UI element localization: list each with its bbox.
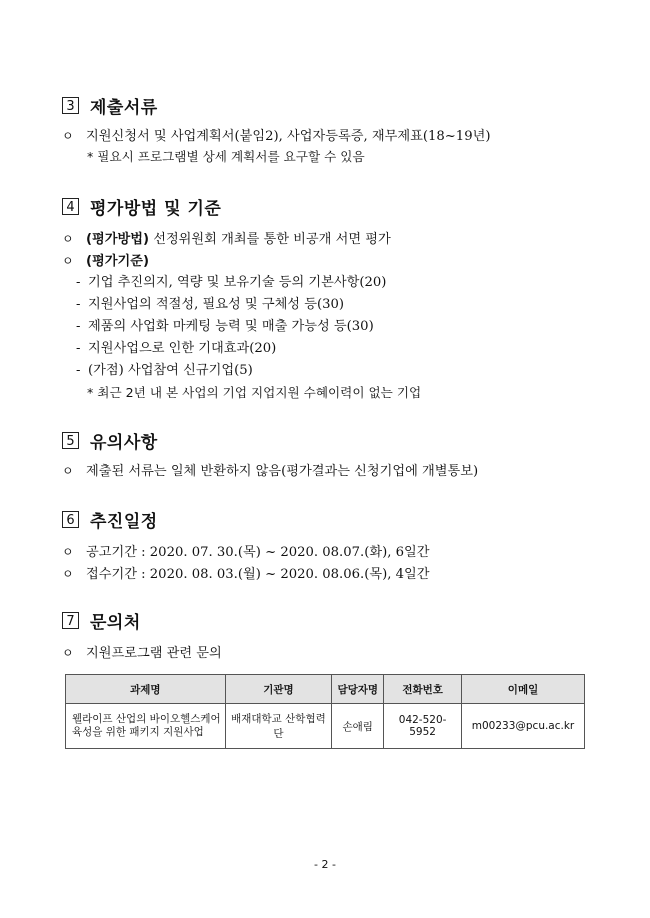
org-cell: 배재대학교 산학협력단 bbox=[225, 704, 332, 749]
criteria-item: - 지원사업으로 인한 기대효과(20) bbox=[76, 341, 277, 356]
section-heading-3 bbox=[62, 93, 158, 118]
section-number: 6 bbox=[62, 511, 79, 528]
section-heading-7 bbox=[62, 608, 141, 633]
email-cell: m00233@pcu.ac.kr bbox=[462, 704, 585, 749]
section-number: 3 bbox=[62, 97, 79, 114]
section-title: 제출서류 bbox=[90, 98, 158, 118]
phone-cell: 042-520-5952 bbox=[384, 704, 462, 749]
bullet: ㅇ bbox=[62, 129, 74, 143]
section-title: 평가방법 및 기준 bbox=[90, 199, 222, 219]
criteria-item: - 기업 추진의지, 역량 및 보유기술 등의 기본사항(20) bbox=[76, 275, 387, 290]
note: * 필요시 프로그램별 상세 계획서를 요구할 수 있음 bbox=[87, 149, 365, 164]
note: * 최근 2년 내 본 사업의 기업 지업지원 수혜이력이 없는 기업 bbox=[87, 385, 422, 400]
section-number: 7 bbox=[62, 612, 79, 629]
list-item: ㅇ 접수기간 : 2020. 08. 03.(월) ~ 2020. 08.06.(목), 4일간 bbox=[62, 567, 430, 582]
list-item: ㅇ 지원프로그램 관련 문의 bbox=[62, 646, 222, 661]
section-heading-6 bbox=[62, 507, 158, 532]
column-header: 담당자명 bbox=[332, 675, 384, 704]
list-item: ㅇ 공고기간 : 2020. 07. 30.(목) ~ 2020. 08.07.(화), 6일간 bbox=[62, 545, 430, 560]
column-header: 전화번호 bbox=[384, 675, 462, 704]
list-item: ㅇ 제출된 서류는 일체 반환하지 않음(평가결과는 신청기업에 개별통보) bbox=[62, 464, 479, 479]
section-number: 4 bbox=[62, 198, 79, 215]
person-cell: 손애림 bbox=[332, 704, 384, 749]
section-heading-4 bbox=[62, 194, 221, 219]
section-number: 5 bbox=[62, 432, 79, 449]
section-heading-5 bbox=[62, 428, 158, 453]
section-title: 추진일정 bbox=[90, 512, 158, 532]
section-title: 문의처 bbox=[90, 613, 141, 633]
criteria-item: - 지원사업의 적절성, 필요성 및 구체성 등(30) bbox=[76, 297, 345, 312]
column-header: 기관명 bbox=[225, 675, 332, 704]
section-title: 유의사항 bbox=[90, 433, 158, 453]
table-header-row bbox=[66, 675, 585, 704]
contact-table bbox=[65, 674, 585, 749]
table-row bbox=[66, 704, 585, 749]
page-number: - 2 - bbox=[314, 858, 336, 871]
list-item: ㅇ 지원신청서 및 사업계획서(붙임2), 사업자등록증, 재무제표(18~19년) bbox=[62, 129, 491, 144]
list-item: ㅇ (평가방법) 선정위원회 개최를 통한 비공개 서면 평가 bbox=[62, 232, 391, 247]
list-item: ㅇ (평가기준) bbox=[62, 254, 150, 269]
column-header: 과제명 bbox=[66, 675, 226, 704]
topic-cell: 웰라이프 산업의 바이오헬스케어 육성을 위한 패키지 지원사업 bbox=[66, 704, 226, 749]
criteria-item: - (가점) 사업참여 신규기업(5) bbox=[76, 363, 253, 378]
column-header: 이메일 bbox=[462, 675, 585, 704]
criteria-item: - 제품의 사업화 마케팅 능력 및 매출 가능성 등(30) bbox=[76, 319, 374, 334]
